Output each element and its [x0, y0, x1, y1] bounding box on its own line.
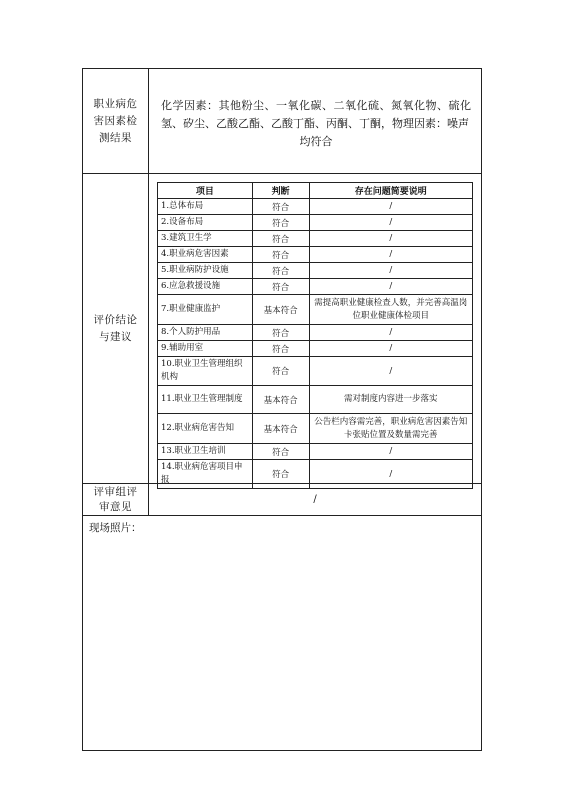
- row-item: 6.应急救援设施: [158, 279, 253, 295]
- row-item: 13.职业卫生培训: [158, 444, 253, 460]
- row-item: 8.个人防护用品: [158, 325, 253, 341]
- detection-content: [149, 69, 481, 173]
- detection-row: [83, 69, 481, 174]
- table-row: [158, 199, 473, 215]
- table-row: [158, 279, 473, 295]
- review-row: [83, 484, 481, 516]
- table-row: [158, 386, 473, 414]
- row-item: 11.职业卫生管理制度: [158, 386, 253, 414]
- detection-label: 职业病危害因素检测结果: [83, 69, 149, 173]
- row-judgement: 符合: [252, 215, 309, 231]
- row-item: 14.职业病危害项目申报: [158, 460, 253, 489]
- row-item: 4.职业病危害因素: [158, 247, 253, 263]
- row-item: 7.职业健康监护: [158, 295, 253, 325]
- table-row: [158, 357, 473, 386]
- row-note: 需提高职业健康检查人数，并完善高温岗位职业健康体检项目: [309, 295, 472, 325]
- photos-label: 现场照片：: [89, 522, 142, 534]
- row-item: 12.职业病危害告知: [158, 414, 253, 444]
- row-judgement: 符合: [252, 279, 309, 295]
- header-item: 项目: [158, 183, 253, 199]
- row-note: /: [309, 444, 472, 460]
- row-judgement: 基本符合: [252, 414, 309, 444]
- table-row: [158, 341, 473, 357]
- evaluation-table-header: [158, 183, 473, 199]
- evaluation-row: [83, 174, 481, 484]
- row-note: /: [309, 263, 472, 279]
- evaluation-label: 评价结论与建议: [83, 174, 149, 483]
- table-row: [158, 231, 473, 247]
- row-judgement: 符合: [252, 247, 309, 263]
- row-item: 10.职业卫生管理组织机构: [158, 357, 253, 386]
- row-note: /: [309, 215, 472, 231]
- table-row: [158, 325, 473, 341]
- row-judgement: 符合: [252, 231, 309, 247]
- header-judge: 判断: [252, 183, 309, 199]
- row-item: 2.设备布局: [158, 215, 253, 231]
- row-judgement: 符合: [252, 444, 309, 460]
- row-note: 需对制度内容进一步落实: [309, 386, 472, 414]
- row-note: /: [309, 231, 472, 247]
- evaluation-content: [149, 174, 481, 483]
- row-judgement: 符合: [252, 325, 309, 341]
- table-row: [158, 247, 473, 263]
- row-item: 1.总体布局: [158, 199, 253, 215]
- row-judgement: 符合: [252, 357, 309, 386]
- table-row: [158, 295, 473, 325]
- row-judgement: 基本符合: [252, 386, 309, 414]
- row-note: /: [309, 199, 472, 215]
- table-row: [158, 263, 473, 279]
- row-judgement: 符合: [252, 341, 309, 357]
- row-note: /: [309, 279, 472, 295]
- header-note: 存在问题简要说明: [309, 183, 472, 199]
- review-label: 评审组评审意见: [83, 484, 149, 515]
- row-note: 公告栏内容需完善，职业病危害因素告知卡张贴位置及数量需完善: [309, 414, 472, 444]
- row-note: /: [309, 247, 472, 263]
- row-judgement: 符合: [252, 460, 309, 489]
- row-item: 3.建筑卫生学: [158, 231, 253, 247]
- row-judgement: 符合: [252, 199, 309, 215]
- row-note: /: [309, 341, 472, 357]
- evaluation-table: [157, 182, 473, 489]
- table-row: [158, 414, 473, 444]
- row-note: /: [309, 357, 472, 386]
- row-item: 5.职业病防护设施: [158, 263, 253, 279]
- table-row: [158, 215, 473, 231]
- row-judgement: 符合: [252, 263, 309, 279]
- detection-result: 均符合: [299, 135, 333, 148]
- photos-row: [83, 516, 481, 750]
- review-value: /: [313, 494, 317, 505]
- row-note: /: [309, 325, 472, 341]
- table-row: [158, 444, 473, 460]
- detection-text: 化学因素：其他粉尘、一氧化碳、二氧化硫、氮氧化物、硫化氢、矽尘、乙酸乙酯、乙酸丁酯、丙酮、丁酮，物理因素：噪声: [161, 99, 471, 130]
- evaluation-form: [82, 68, 482, 751]
- row-judgement: 基本符合: [252, 295, 309, 325]
- row-note: /: [309, 460, 472, 489]
- row-item: 9.辅助用室: [158, 341, 253, 357]
